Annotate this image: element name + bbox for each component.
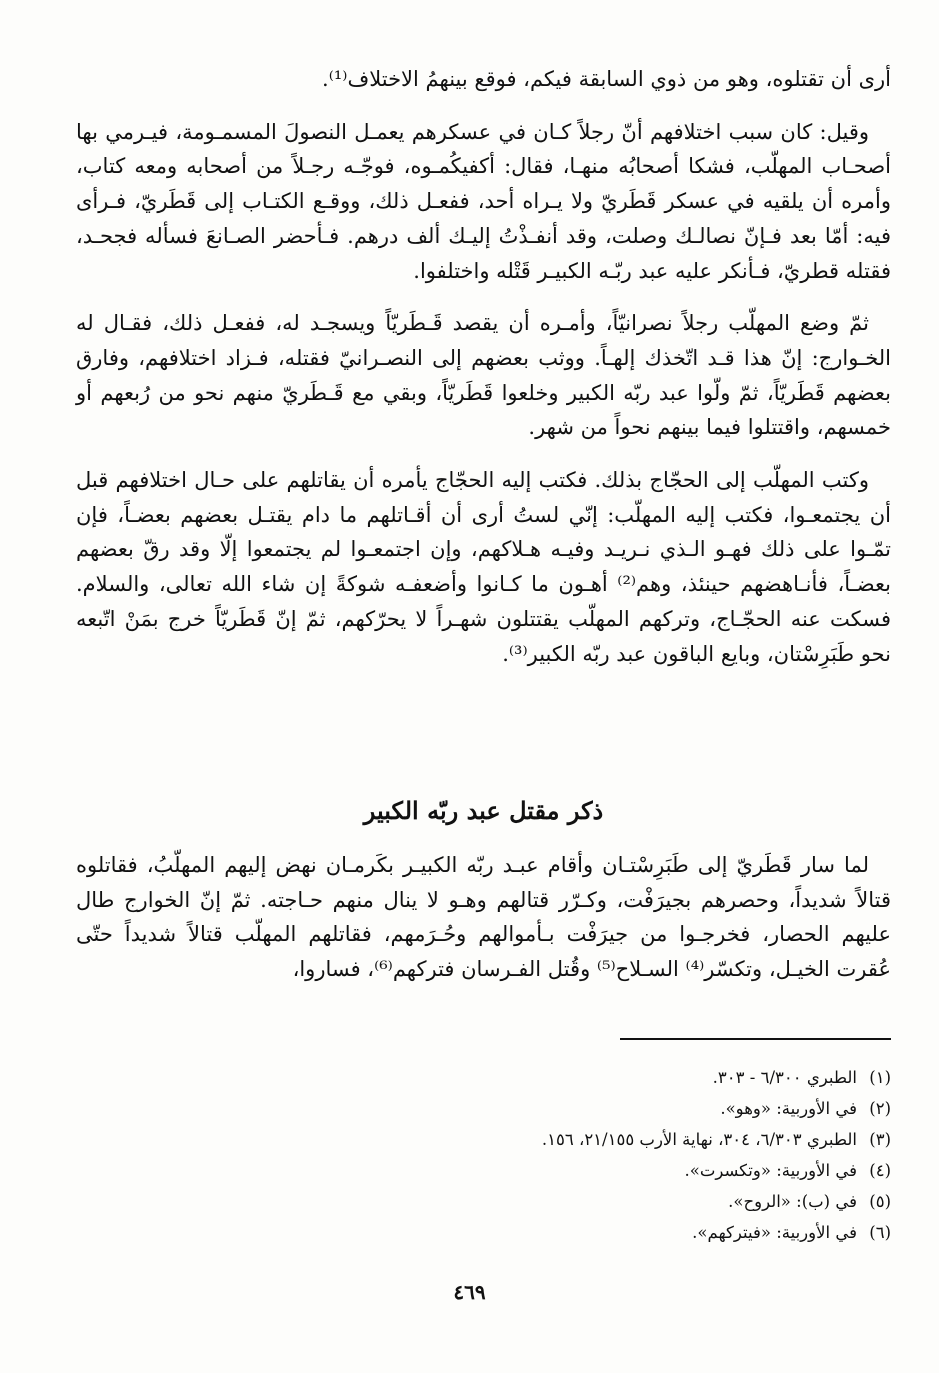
paragraph: لما سار قَطَريّ إلى طَبَرِسْتـان وأقام عبـد ربّه الكبيـر بكَرمـان نهض إليهم المهلّبُ، فقاتلوه قتالاً شديداً، وحصرهم بجيرَفْت، وكـرّر قتالهم وهـو لا ينال منهم حـاجته. ثمّ إنّ الخوارج طال عليهم الحصار، فخرجـوا من جيرَفْت بـأموالهم وحُـرَمهم، فقاتلهم المهلّب قتالاً شديداً حتّى عُقرت الخيـل، وتكسّر⁽⁴⁾ السـلاح⁽⁵⁾ وقُتل الفـرسان فتركهم⁽⁶⁾، فساروا،	[76, 853, 891, 982]
paragraph: وكتب المهلّب إلى الحجّاج بذلك. فكتب إليه الحجّاج يأمره أن يقاتلهم على حـال اختلافهم قبل أن يجتمعـوا، فكتب إليه المهلّب: إنّي لستُ أرى أن أقـاتلهم ما دام يقتـل بعضهم بعضـاً، فإن تمّـوا على ذلك فهـو الـذي نـريـد وفيـه هـلاكهم، وإن اجتمعـوا لم يجتمعوا إلّا وقد رقّ بعضهم بعضـاً، فأنـاهضهم حينئذ، وهم⁽²⁾ أهـون ما كـانوا وأضعفـه شوكةً إن شاء الله تعالى، والسلام. فسكت عنه الحجّـاج، وتركهم المهلّب يقتتلون شهـراً لا يحرّكهم، ثمّ إنّ قَطَريّاً خرج بمَنْ اتّبعه نحو طَبَرِسْتان، وبايع الباقون عبد ربّه الكبير⁽³⁾.	[76, 468, 891, 666]
footnote	[300, 1093, 891, 1124]
footnote	[300, 1155, 891, 1186]
footnote-text: الطبري ٦/٣٠٣، ٣٠٤، نهاية الأرب ٢١/١٥٥، ١٥٦.	[541, 1130, 857, 1149]
footnote-number: (٤)	[869, 1161, 891, 1180]
footnote-text: الطبري ٦/٣٠٠ - ٣٠٣.	[712, 1068, 857, 1087]
footnote-number: (١)	[869, 1068, 891, 1087]
footnote-divider	[620, 1038, 891, 1040]
footnote-number: (٣)	[869, 1130, 891, 1149]
section-text	[76, 848, 891, 1005]
footnote-text: في (ب): «الروح».	[728, 1192, 857, 1211]
footnote	[300, 1186, 891, 1217]
section-heading: ذكر مقتل عبد ربّه الكبير	[363, 796, 604, 825]
footnote-text: في الأوربية: «وتكسرت».	[684, 1161, 857, 1180]
footnote	[300, 1124, 891, 1155]
footnote	[300, 1217, 891, 1248]
page-number: ٤٦٩	[453, 1280, 486, 1304]
footnote-number: (٥)	[869, 1192, 891, 1211]
footnote-text: في الأوربية: «فيتركهم».	[692, 1223, 857, 1242]
footnote-number: (٢)	[869, 1099, 891, 1118]
paragraph: أرى أن تقتلوه، وهو من ذوي السابقة فيكم، فوقع بينهمُ الاختلاف⁽¹⁾.	[322, 67, 891, 91]
footnote-text: في الأوربية: «وهو».	[720, 1099, 857, 1118]
footnote	[300, 1062, 891, 1093]
footnotes	[300, 1062, 891, 1248]
paragraph: وقيل: كان سبب اختلافهم أنّ رجلاً كـان في عسكرهم يعمـل النصولَ المسمـومة، فيـرمي بها أصحـاب المهلّب، فشكا أصحابُه منهـا، فقال: أكفيكُمـوه، فوجّـه رجـلاً من أصحابه ومعه كتاب، وأمره أن يلقيه في عسكر قَطَريّ ولا يـراه أحد، ففعـل ذلك، ووقـع الكتـاب إلى قَطَريّ، فـرأى فيه: أمّا بعد فـإنّ نصالـك وصلت، وقد أنفـذْتُ إليـك ألف درهم. فـأحضر الصـانعَ فسأله فجحـد، فقتله قطريّ، فـأنكر عليه عبد ربّـه الكبيـر قَتْله واختلفوا.	[76, 119, 891, 283]
paragraph: ثمّ وضع المهلّب رجلاً نصرانيّاً، وأمـره أن يقصد قَـطَريّاً ويسجـد له، ففعـل ذلك، فقـال له الخـوارج: إنّ هذا قـد اتّخذك إلهـاً. ووثب بعضهم إلى النصـرانيّ فقتله، فـزاد اختلافهم، وفارق بعضهم قَطَريّاً، ثمّ ولّوا عبد ربّه الكبير وخلعوا قَطَريّاً، وبقي مع قَـطَريّ منهم نحو من رُبعهم أو خمسهم، واقتتلوا فيما بينهم نحواً من شهر.	[76, 311, 891, 440]
main-text	[76, 62, 891, 689]
footnote-number: (٦)	[869, 1223, 891, 1242]
